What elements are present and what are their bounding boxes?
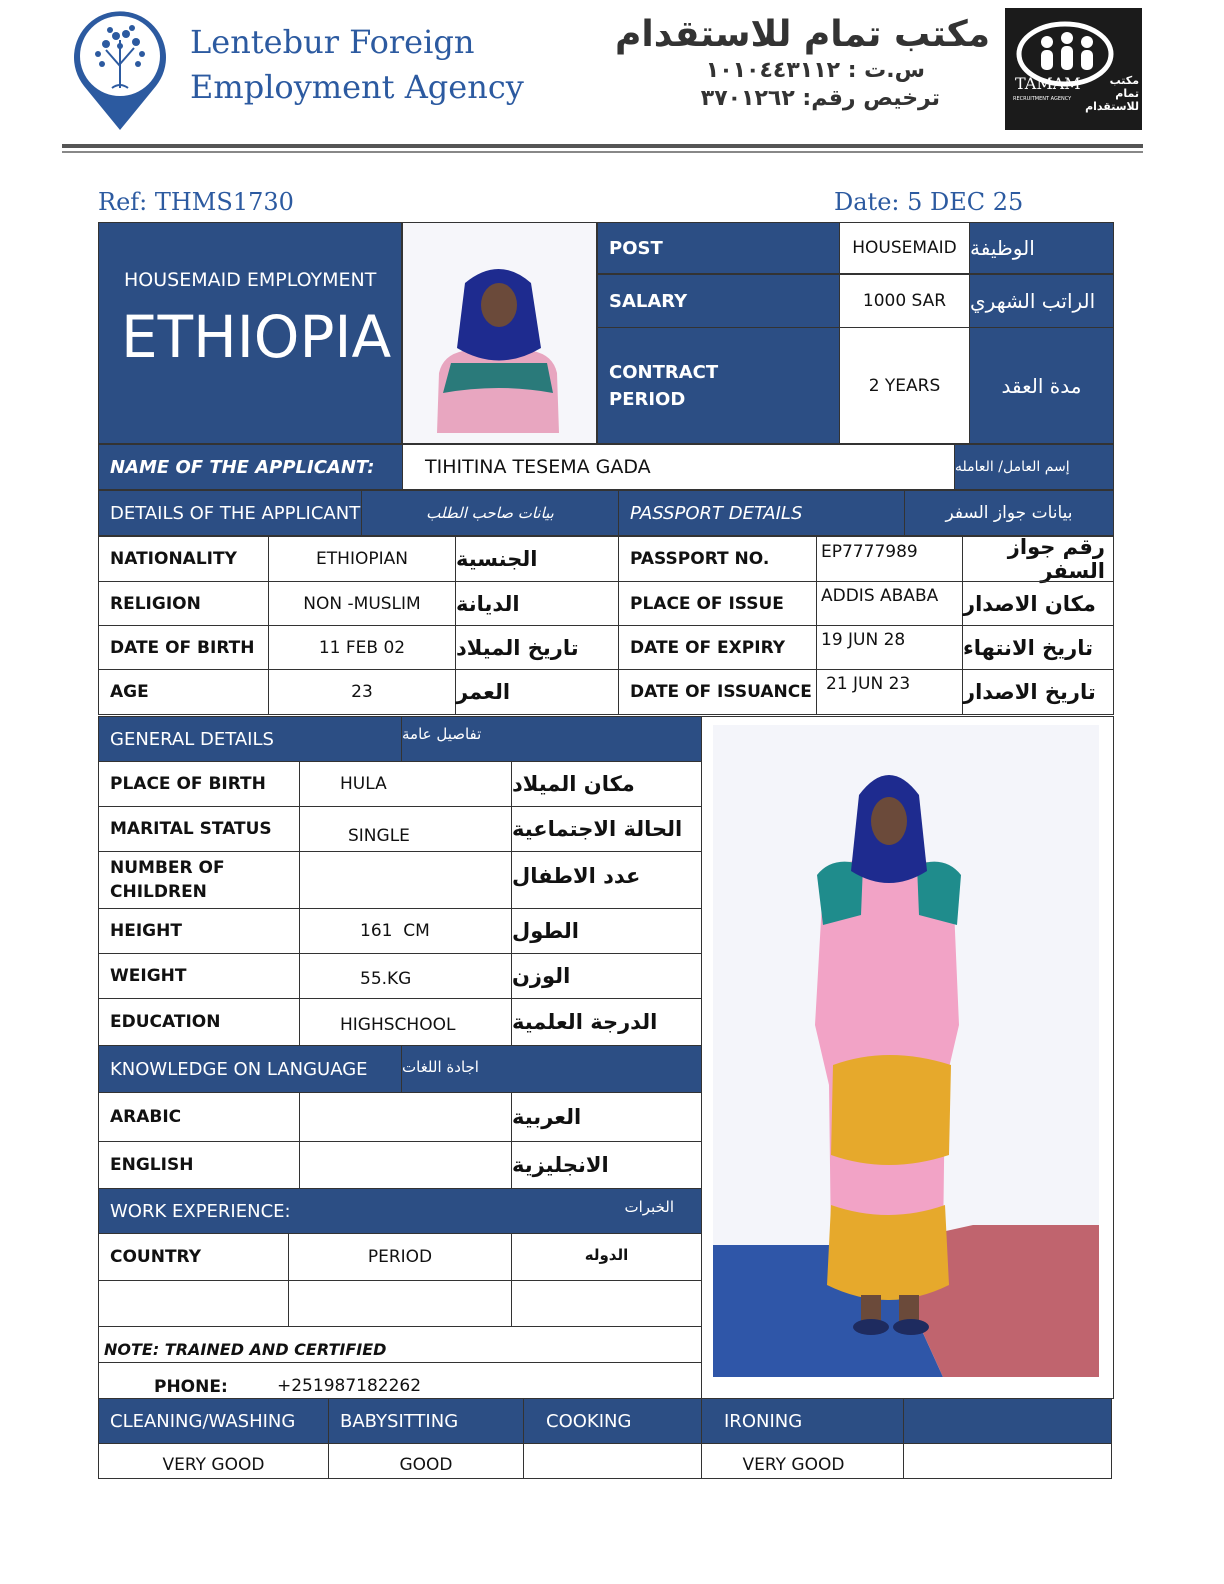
detail-arabic-nationality: الجنسية	[455, 536, 619, 582]
experience-col-arabic: الدوله	[511, 1233, 702, 1281]
language-value-arabic	[299, 1092, 512, 1142]
agency-name-line1: Lentebur Foreign	[190, 23, 475, 61]
job-arabic-contract: مدة العقد	[969, 327, 1114, 444]
detail-value-nationality: ETHIOPIAN	[268, 536, 456, 582]
general-label-place-of-birth: PLACE OF BIRTH	[98, 761, 300, 807]
agency-name-line2: Employment Agency	[190, 68, 524, 106]
header-divider-thin	[62, 151, 1143, 153]
arabic-cr-number: س.ت : ١٠١٠٤٤٣١١٢	[705, 58, 925, 83]
detail-label-religion: RELIGION	[98, 581, 269, 626]
passport-label-number: PASSPORT NO.	[618, 536, 817, 582]
skill-value-babysitting: GOOD	[328, 1443, 524, 1479]
skill-label-cleaning: CLEANING/WASHING	[98, 1398, 329, 1444]
job-label-contract	[597, 327, 840, 444]
general-label-children	[98, 851, 300, 909]
passport-header-arabic: بيانات جواز السفر	[904, 490, 1114, 536]
skill-label-babysitting: BABYSITTING	[328, 1398, 524, 1444]
name-arabic-label: إسم العامل/ العامله	[954, 444, 1114, 490]
experience-empty-arabic	[511, 1280, 702, 1327]
general-value-place-of-birth: HULA	[299, 761, 512, 807]
name-label: NAME OF THE APPLICANT:	[98, 444, 403, 490]
language-arabic-english: الانجليزية	[511, 1141, 702, 1189]
detail-label-nationality: NATIONALITY	[98, 536, 269, 582]
general-value-weight: 55.KG	[299, 953, 512, 999]
tamam-logo-sub: RECRUITMENT AGENCY	[1013, 96, 1072, 102]
general-arabic-marital: الحالة الاجتماعية	[511, 806, 702, 852]
experience-col-country: COUNTRY	[98, 1233, 289, 1281]
detail-label-dob: DATE OF BIRTH	[98, 625, 269, 670]
general-label-children-text: NUMBER OF CHILDREN	[110, 858, 225, 902]
language-label-arabic: ARABIC	[98, 1092, 300, 1142]
general-arabic-children: عدد الاطفال	[511, 851, 702, 909]
skill-value-cooking	[523, 1443, 702, 1479]
detail-value-dob: 11 FEB 02	[268, 625, 456, 670]
arabic-license: ترخيص رقم: ٣٧٠١٢٦٢	[700, 86, 940, 111]
applicant-name: TIHITINA TESEMA GADA	[402, 444, 955, 490]
language-arabic-arabic: العربية	[511, 1092, 702, 1142]
reference-number: Ref: THMS1730	[98, 188, 294, 216]
title-block	[98, 222, 402, 444]
skill-label-cooking: COOKING	[523, 1398, 702, 1444]
passport-header: PASSPORT DETAILS	[618, 490, 905, 536]
passport-label-issuance: DATE OF ISSUANCE	[618, 669, 817, 715]
passport-arabic-expiry: تاريخ الانتهاء	[962, 625, 1114, 670]
general-header-arabic: تفاصيل عامة	[401, 716, 702, 762]
skill-value-cleaning: VERY GOOD	[98, 1443, 329, 1479]
general-header: GENERAL DETAILS	[98, 716, 402, 762]
tamam-logo	[1005, 8, 1142, 130]
phone-label: PHONE:	[98, 1362, 702, 1399]
skill-value-empty	[903, 1443, 1112, 1479]
language-value-english	[299, 1141, 512, 1189]
job-value-salary: 1000 SAR	[839, 274, 970, 328]
job-arabic-salary: الراتب الشهري	[969, 274, 1114, 328]
passport-value-issuance: 21 JUN 23	[816, 669, 963, 715]
details-header-arabic: بيانات صاحب الطلب	[361, 490, 619, 536]
title-country: ETHIOPIA	[121, 303, 392, 371]
language-header-arabic: اجادة اللغات	[401, 1045, 702, 1093]
applicant-photo-full	[713, 725, 1099, 1377]
job-value-post: HOUSEMAID	[839, 222, 970, 274]
general-arabic-weight: الوزن	[511, 953, 702, 999]
detail-arabic-religion: الديانة	[455, 581, 619, 626]
job-label-salary: SALARY	[597, 274, 840, 328]
detail-label-age: AGE	[98, 669, 269, 715]
passport-arabic-number: رقم جواز السفر	[962, 536, 1114, 582]
experience-col-period: PERIOD	[288, 1233, 512, 1281]
general-label-weight: WEIGHT	[98, 953, 300, 999]
tamam-logo-arabic: مكتب تمام للاستقدام	[1085, 74, 1139, 113]
general-label-marital: MARITAL STATUS	[98, 806, 300, 852]
agency-logo	[70, 6, 170, 134]
detail-arabic-age: العمر	[455, 669, 619, 715]
language-label-english: ENGLISH	[98, 1141, 300, 1189]
tamam-logo-text: TAMAM	[1015, 74, 1081, 93]
job-arabic-post: الوظيفة	[969, 222, 1114, 274]
job-value-contract: 2 YEARS	[839, 327, 970, 444]
general-value-height: 161 CM	[299, 908, 512, 954]
details-header: DETAILS OF THE APPLICANT	[98, 490, 362, 536]
applicant-photo-small	[402, 222, 597, 444]
skill-value-ironing: VERY GOOD	[701, 1443, 904, 1479]
general-arabic-education: الدرجة العلمية	[511, 998, 702, 1046]
general-value-children	[299, 851, 512, 909]
experience-header-arabic: الخبرات	[624, 1198, 674, 1216]
detail-value-religion: NON -MUSLIM	[268, 581, 456, 626]
detail-arabic-dob: تاريخ الميلاد	[455, 625, 619, 670]
passport-label-place: PLACE OF ISSUE	[618, 581, 817, 626]
skill-label-empty	[903, 1398, 1112, 1444]
header-divider	[62, 144, 1143, 148]
detail-value-age: 23	[268, 669, 456, 715]
general-label-height: HEIGHT	[98, 908, 300, 954]
language-header: KNOWLEDGE ON LANGUAGE	[98, 1045, 402, 1093]
passport-label-expiry: DATE OF EXPIRY	[618, 625, 817, 670]
document-date: Date: 5 DEC 25	[834, 188, 1024, 216]
general-arabic-height: الطول	[511, 908, 702, 954]
general-value-education: HIGHSCHOOL	[299, 998, 512, 1046]
title-subtitle: HOUSEMAID EMPLOYMENT	[124, 269, 377, 291]
phone-number: +251987182262	[277, 1376, 422, 1396]
experience-empty-period	[288, 1280, 512, 1327]
passport-arabic-place: مكان الاصدار	[962, 581, 1114, 626]
passport-value-number: EP7777989	[816, 536, 963, 582]
general-value-marital: SINGLE	[299, 806, 512, 852]
passport-arabic-issuance: تاريخ الاصدار	[962, 669, 1114, 715]
skill-label-ironing: IRONING	[701, 1398, 904, 1444]
training-note: NOTE: TRAINED AND CERTIFIED	[98, 1326, 702, 1363]
arabic-office-name: مكتب تمام للاستقدام	[614, 14, 990, 55]
passport-value-place: ADDIS ABABA	[816, 581, 963, 626]
experience-header: WORK EXPERIENCE:	[98, 1188, 702, 1234]
general-arabic-place-of-birth: مكان الميلاد	[511, 761, 702, 807]
job-label-post: POST	[597, 222, 840, 274]
general-label-education: EDUCATION	[98, 998, 300, 1046]
passport-value-expiry: 19 JUN 28	[816, 625, 963, 670]
experience-empty-country	[98, 1280, 289, 1327]
job-label-contract-text: CONTRACT PERIOD	[609, 361, 719, 410]
